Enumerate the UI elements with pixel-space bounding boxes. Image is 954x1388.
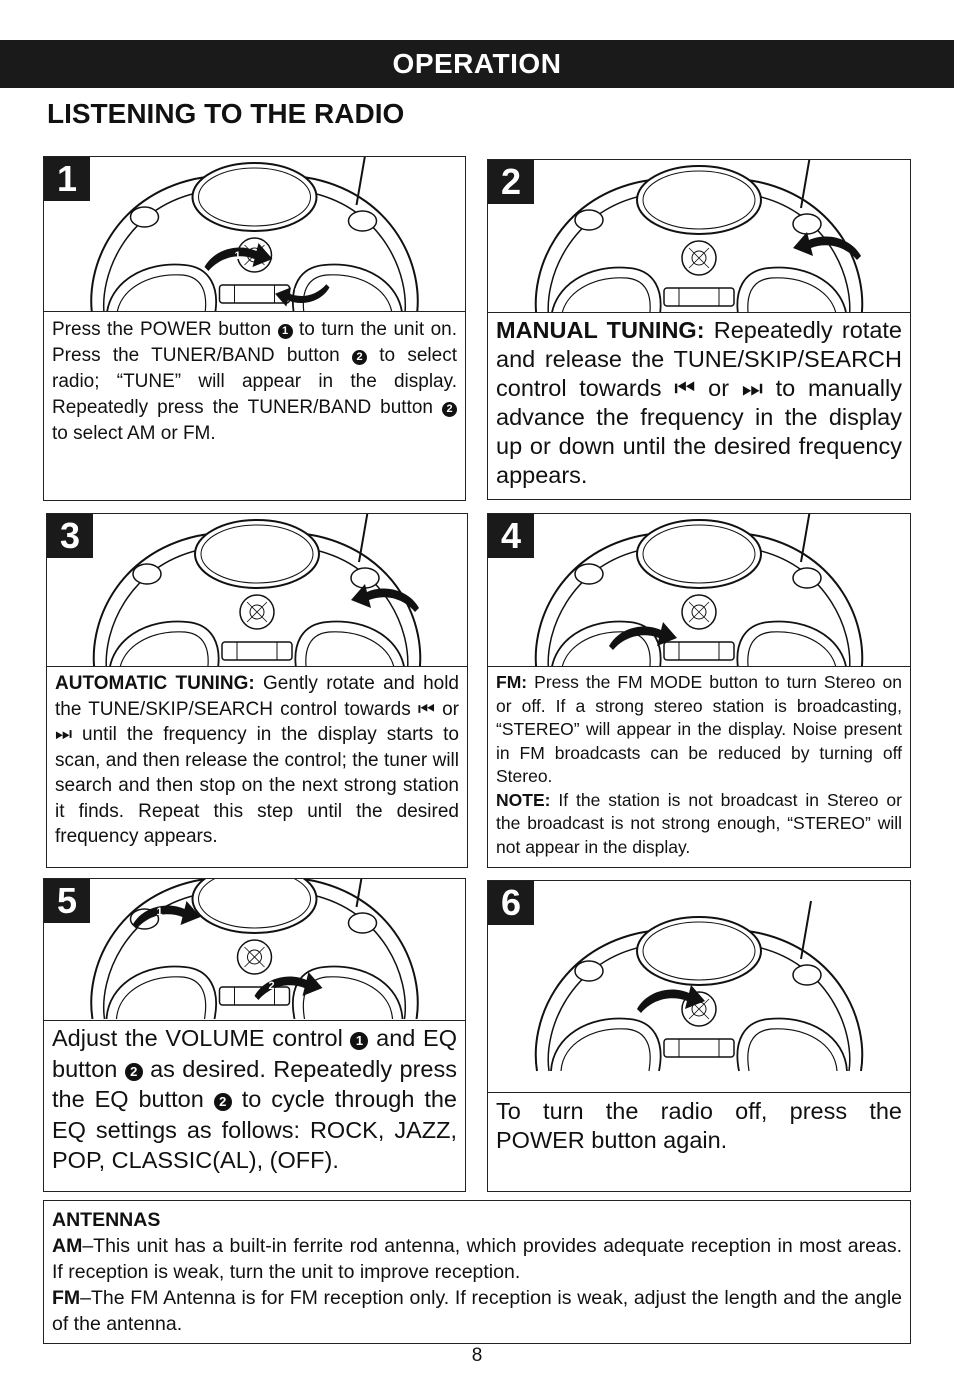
- boombox-drawing: [488, 881, 910, 1092]
- boombox-illustration: [44, 157, 465, 312]
- skip-back-icon: ⏮: [674, 375, 696, 401]
- step-number: 5: [44, 879, 90, 923]
- boombox-drawing: [488, 514, 910, 666]
- callout-label: 1: [156, 906, 163, 918]
- step-1-panel: [43, 156, 466, 501]
- callout-label: 2: [294, 286, 301, 298]
- callout-marker: 2: [214, 1093, 232, 1111]
- callout-marker: 2: [442, 402, 457, 417]
- step-3-text: AUTOMATIC TUNING: Gently rotate and hold the TUNE/SKIP/SEARCH control towards ⏮ or ⏭ until the frequency in the display starts to scan, and then release the control; the tuner will search and then stop on the next strong station it finds. Repeat this step until the desired frequency appears.: [55, 673, 459, 847]
- section-header-bar: OPERATION: [0, 40, 954, 88]
- page-number: 8: [471, 1345, 483, 1366]
- skip-back-icon: ⏮: [417, 698, 435, 720]
- step-3-panel: [46, 513, 468, 868]
- step-4-panel: [487, 513, 911, 868]
- callout-marker: 2: [352, 350, 367, 365]
- step-number: 2: [488, 160, 534, 204]
- step-2-text: MANUAL TUNING: Repeatedly rotate and release the TUNE/SKIP/SEARCH control towards ⏮ or ⏭ to manually advance the frequency in the display up or down until the desired frequency appears.: [496, 317, 902, 488]
- step-number: 1: [44, 157, 90, 201]
- boombox-illustration: [44, 879, 465, 1021]
- antennas-box: [43, 1200, 911, 1344]
- callout-label: 1: [234, 250, 241, 262]
- antennas-title: ANTENNAS: [52, 1209, 161, 1231]
- boombox-drawing: [47, 514, 467, 666]
- callout-label: 2: [268, 980, 275, 992]
- step-number: 4: [488, 514, 534, 558]
- step-2-panel: [487, 159, 911, 500]
- boombox-illustration: [488, 160, 910, 313]
- boombox-drawing: [44, 879, 465, 1020]
- am-antenna-text: AM–This unit has a built-in ferrite rod antenna, which provides adequate reception in most areas. If reception is weak, turn the unit to improve reception.: [52, 1235, 902, 1283]
- callout-marker: 2: [125, 1063, 143, 1081]
- skip-forward-icon: ⏭: [741, 375, 763, 401]
- step-5-text: Adjust the VOLUME control 1 and EQ button 2 as desired. Repeatedly press the EQ button 2 to cycle through the EQ settings as follows: ROCK, JAZZ, POP, CLASSIC(AL), (OFF).: [52, 1025, 457, 1173]
- fm-antenna-text: FM–The FM Antenna is for FM reception only. If reception is weak, adjust the length and the angle of the antenna.: [52, 1287, 902, 1335]
- step-4-text: FM: Press the FM MODE button to turn Stereo on or off. If a strong stereo station is broadcasting, “STEREO” will appear in the display. Noise present in FM broadcasts can be reduced by turning off Stereo. NOTE: If the station is not broadcast in Stereo or the broadcast is not strong enough, “STEREO” will not appear in the display.: [496, 672, 902, 857]
- boombox-drawing: [488, 160, 910, 312]
- step-6-text: To turn the radio off, press the POWER button again.: [496, 1098, 902, 1153]
- callout-marker: 1: [350, 1032, 368, 1050]
- skip-forward-icon: ⏭: [55, 724, 73, 745]
- boombox-illustration: [488, 881, 910, 1093]
- page-title: LISTENING TO THE RADIO: [47, 98, 405, 129]
- boombox-illustration: [47, 514, 467, 667]
- step-5-panel: [43, 878, 466, 1192]
- step-number: 6: [488, 881, 534, 925]
- step-1-text: Press the POWER button 1 to turn the unit on. Press the TUNER/BAND button 2 to select radio; “TUNE” will appear in the display. Repeatedly press the TUNER/BAND button 2 to select AM or FM.: [52, 319, 457, 444]
- boombox-illustration: [488, 514, 910, 667]
- step-number: 3: [47, 514, 93, 558]
- step-6-panel: [487, 880, 911, 1192]
- boombox-drawing: [44, 157, 465, 311]
- callout-marker: 1: [278, 324, 293, 339]
